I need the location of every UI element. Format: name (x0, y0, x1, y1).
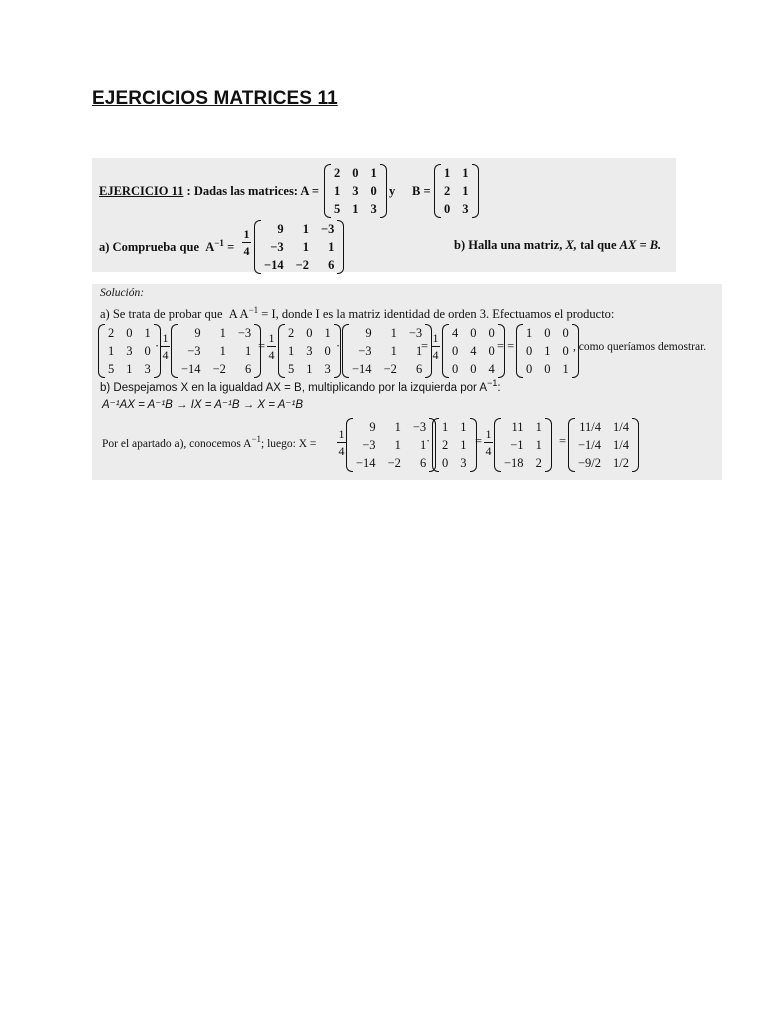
result-matrix-4I-cell-2-1: 0 (470, 362, 477, 376)
matrix-A-cell-0-1: 0 (352, 166, 359, 180)
product-matrix-A-cell-0-0: 2 (108, 326, 115, 340)
product-matrix-A-cell-0-1: 0 (126, 326, 133, 340)
final-matrix-Ainv4-cell-2-1: −2 (387, 456, 401, 470)
product-matrix-Ainv4-cell-2-2: 6 (244, 362, 252, 376)
final-prefix: Por el apartado a), conocemos $A^{-1}$; luego: X = (102, 434, 317, 450)
product-matrix-Ainv4-cell-0-2: −3 (237, 326, 252, 340)
product-matrix-A-cell-1-2: 0 (144, 344, 151, 358)
fraction-quarter-6: 1 4 (485, 427, 492, 458)
final-matrix-B (432, 418, 477, 472)
matrix-Ainv-times-4-cell-2-1: −2 (295, 258, 309, 272)
result-matrix-4I-cell-2-0: 0 (452, 362, 459, 376)
result-matrix-4I-cell-2-2: 4 (488, 362, 495, 376)
equals-sign-4: = (559, 434, 567, 448)
final-matrix-B-cell-0-0: 1 (442, 420, 449, 434)
identity-matrix-cell-2-2: 1 (562, 362, 569, 376)
fraction-quarter-5: 1 4 (338, 427, 345, 458)
final-matrix-B-cell-1-1: 1 (460, 438, 467, 452)
product-matrix-Ainv4-cell-1-0: −3 (187, 344, 201, 358)
product-matrix-Ainv4-2 (342, 324, 432, 378)
final-matrix-Ainv4-cell-1-1: 1 (394, 438, 401, 452)
matrix-A-cell-0-0: 2 (334, 166, 341, 180)
matrix-A-cell-2-2: 3 (370, 202, 377, 216)
identity-matrix-cell-1-1: 1 (544, 344, 551, 358)
matrix-Ainv-times-4-cell-0-0: 9 (277, 222, 284, 236)
final-matrix-Ainv4-cell-2-0: −14 (356, 456, 376, 470)
final-matrix-X (568, 418, 639, 472)
final-matrix-X-cell-0-0: 11/4 (579, 420, 602, 434)
product-matrix-Ainv4-2-cell-2-1: −2 (383, 362, 397, 376)
product-matrix-Ainv4-2-cell-0-0: 9 (365, 326, 372, 340)
matrix-A-cell-2-1: 1 (352, 202, 359, 216)
final-matrix-X-cell-0-1: 1/4 (613, 420, 630, 434)
conclusion-text: , como queríamos demostrar. (573, 341, 707, 353)
product-matrix-Ainv4 (171, 324, 261, 378)
exercise-intro: : Dadas las matrices: A = (186, 184, 319, 198)
product-matrix-A-cell-1-1: 3 (126, 344, 133, 358)
final-matrix-Ainv4 (346, 418, 436, 472)
matrix-A-cell-1-0: 1 (334, 184, 341, 198)
matrix-A (324, 164, 387, 218)
final-matrix-X-cell-1-0: −1/4 (578, 438, 602, 452)
dot-operator-2: · (336, 339, 341, 353)
matrix-A-cell-1-2: 0 (370, 184, 377, 198)
final-matrix-Ainv4-cell-1-0: −3 (362, 438, 376, 452)
solution-line-b: b) Despejamos X en la igualdad AX = B, multiplicando por la izquierda por $A^{-1}$: (100, 378, 501, 394)
product-matrix-A-cell-2-0: 5 (108, 362, 115, 376)
matrix-B-cell-0-0: 1 (444, 166, 451, 180)
matrix-Ainv-times-4-cell-2-0: −14 (264, 258, 284, 272)
identity-matrix-cell-1-2: 0 (562, 344, 569, 358)
product-matrix-Ainv4-cell-1-1: 1 (219, 344, 226, 358)
product-matrix-Ainv4-cell-2-1: −2 (212, 362, 226, 376)
matrix-A-cell-2-0: 5 (334, 202, 341, 216)
final-matrix-Ainv4-cell-0-0: 9 (369, 420, 376, 434)
final-matrix-B-cell-1-0: 2 (442, 438, 449, 452)
identity-matrix-cell-2-1: 0 (544, 362, 551, 376)
final-product-matrix-cell-2-1: 2 (535, 456, 542, 470)
equals-sign-2: = (421, 339, 429, 353)
product-matrix-Ainv4-2-cell-2-2: 6 (415, 362, 423, 376)
matrix-B (434, 164, 479, 218)
product-matrix-Ainv4-cell-2-0: −14 (181, 362, 201, 376)
dot-operator: · (155, 339, 160, 353)
product-matrix-A-2-cell-0-2: 1 (324, 326, 331, 340)
result-matrix-4I-cell-0-1: 0 (470, 326, 477, 340)
final-matrix-Ainv4-cell-2-2: 6 (419, 456, 427, 470)
final-matrix-X-cell-2-1: 1/2 (613, 456, 630, 470)
identity-matrix-cell-0-2: 0 (562, 326, 569, 340)
solution-heading: Solución: (100, 287, 145, 299)
identity-matrix-cell-1-0: 0 (526, 344, 533, 358)
final-matrix-B-cell-0-1: 1 (460, 420, 467, 434)
final-matrix-X-cell-1-1: 1/4 (613, 438, 630, 452)
solution-line-a: a) Se trata de probar que A $A^{-1} = I$, donde I es la matriz identidad de orden 3. Efectuamos el producto: (100, 305, 615, 322)
product-matrix-Ainv4-2-cell-0-2: −3 (408, 326, 423, 340)
matrix-B-cell-2-0: 0 (444, 202, 451, 216)
matrix-Ainv-times-4-cell-2-2: 6 (328, 258, 335, 272)
final-product-matrix-cell-2-0: −18 (504, 456, 524, 470)
product-matrix-Ainv4-2-cell-2-0: −14 (352, 362, 372, 376)
matrix-B-cell-0-1: 1 (462, 166, 469, 180)
matrix-A-cell-1-1: 3 (352, 184, 359, 198)
matrix-Ainv-times-4-cell-1-1: 1 (302, 240, 309, 254)
fraction-quarter-4: 1 4 (432, 331, 439, 362)
result-matrix-4I-cell-0-2: 0 (488, 326, 495, 340)
matrix-Ainv-times-4-cell-0-2: −3 (321, 222, 335, 236)
fraction-quarter-3: 1 4 (268, 331, 275, 362)
matrix-Ainv-times-4 (254, 220, 344, 274)
matrix-A-cell-0-2: 1 (370, 166, 377, 180)
product-matrix-A-2-cell-2-0: 5 (288, 362, 295, 376)
product-matrix-A-cell-0-2: 1 (144, 326, 151, 340)
result-matrix-4I-cell-1-1: 4 (470, 344, 477, 358)
equals-sign-3: = (475, 434, 483, 448)
matrix-B-cell-2-1: 3 (462, 202, 469, 216)
and-word: y (389, 184, 396, 198)
dot-operator-3: · (426, 434, 431, 448)
product-matrix-Ainv4-2-cell-1-0: −3 (358, 344, 372, 358)
result-matrix-4I-cell-1-0: 0 (452, 344, 459, 358)
final-product-matrix-cell-0-0: 11 (511, 420, 524, 434)
matrix-Ainv-times-4-cell-1-0: −3 (270, 240, 284, 254)
identity-matrix-cell-2-0: 0 (526, 362, 533, 376)
product-matrix-A-2-cell-2-2: 3 (324, 362, 331, 376)
product-matrix-A-2-cell-0-0: 2 (288, 326, 295, 340)
product-matrix-A-cell-1-0: 1 (108, 344, 115, 358)
final-product-matrix (494, 418, 552, 472)
product-matrix-Ainv4-cell-0-1: 1 (219, 326, 226, 340)
identity-matrix-cell-0-1: 0 (544, 326, 551, 340)
product-matrix-A-cell-2-2: 3 (144, 362, 151, 376)
exercise-label: EJERCICIO 11 (99, 184, 184, 198)
result-matrix-4I-cell-0-0: 4 (452, 326, 459, 340)
matrix-Ainv-times-4-cell-1-2: 1 (328, 240, 335, 254)
matrix-B-cell-1-0: 2 (444, 184, 451, 198)
product-matrix-A-2-cell-1-2: 0 (324, 344, 331, 358)
Ainv-symbol: A (205, 240, 215, 255)
product-matrix-A-2 (278, 324, 341, 378)
result-matrix-4I (442, 324, 505, 378)
final-matrix-X-cell-2-0: −9/2 (578, 456, 602, 470)
product-matrix-Ainv4-cell-1-2: 1 (244, 344, 252, 358)
final-product-matrix-cell-1-1: 1 (535, 438, 542, 452)
solution-panel (92, 284, 722, 480)
matrix-B-cell-1-1: 1 (462, 184, 469, 198)
fraction-quarter: 1 4 (243, 227, 250, 258)
final-matrix-Ainv4-cell-0-1: 1 (394, 420, 401, 434)
page-title: EJERCICIOS MATRICES 11 (92, 88, 338, 109)
product-matrix-A-2-cell-1-0: 1 (288, 344, 295, 358)
product-matrix-A-cell-2-1: 1 (126, 362, 133, 376)
equals-sign: = (258, 339, 266, 353)
double-equals: = = (497, 339, 515, 353)
B-label: B = (412, 184, 431, 198)
result-matrix-4I-cell-1-2: 0 (488, 344, 495, 358)
exercise-header (99, 184, 319, 199)
product-matrix-Ainv4-cell-0-0: 9 (194, 326, 201, 340)
final-matrix-B-cell-2-1: 3 (460, 456, 467, 470)
product-matrix-A-2-cell-0-1: 0 (306, 326, 313, 340)
product-matrix-A (98, 324, 161, 378)
exercise-panel (92, 158, 676, 272)
product-matrix-Ainv4-2-cell-1-1: 1 (390, 344, 397, 358)
final-matrix-Ainv4-cell-1-2: 1 (419, 438, 427, 452)
fraction-quarter-2: 1 4 (162, 331, 169, 362)
matrix-Ainv-times-4-cell-0-1: 1 (302, 222, 309, 236)
part-a-label: a) Comprueba que $A^{-1}$ = (99, 238, 235, 255)
final-product-matrix-cell-0-1: 1 (535, 420, 542, 434)
derivation-line: A⁻¹AX = A⁻¹B → IX = A⁻¹B → X = A⁻¹B (102, 399, 303, 411)
product-matrix-A-2-cell-2-1: 1 (306, 362, 313, 376)
product-matrix-A-2-cell-1-1: 3 (306, 344, 313, 358)
part-b-label: b) Halla una matriz, X, tal que AX = B. (454, 238, 662, 252)
identity-matrix-cell-0-0: 1 (526, 326, 533, 340)
product-matrix-Ainv4-2-cell-1-2: 1 (415, 344, 423, 358)
final-product-matrix-cell-1-0: −1 (510, 438, 524, 452)
identity-matrix (516, 324, 579, 378)
final-matrix-Ainv4-cell-0-2: −3 (412, 420, 427, 434)
product-matrix-Ainv4-2-cell-0-1: 1 (390, 326, 397, 340)
final-matrix-B-cell-2-0: 0 (442, 456, 449, 470)
